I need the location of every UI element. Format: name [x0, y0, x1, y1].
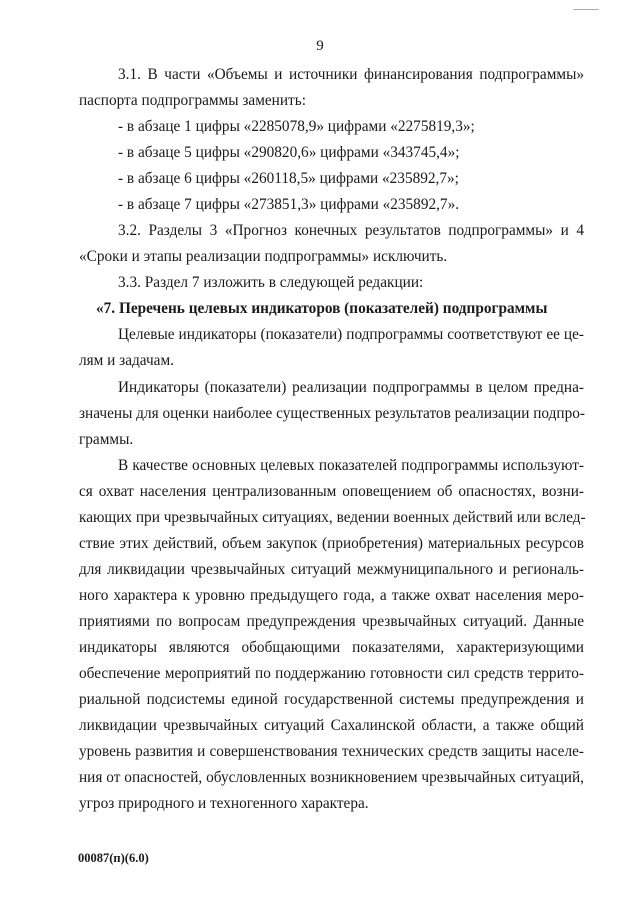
- text-line: приятиями по вопросам предупреждения чрезвычайных ситуаций. Данные: [79, 613, 584, 630]
- list-item: - в абзаце 1 цифры «2285078,9» цифрами «2275819,3»;: [118, 118, 475, 135]
- text-line: угроз природного и техногенного характера.: [79, 795, 369, 812]
- text-line: 3.2. Разделы 3 «Прогноз конечных результатов подпрограммы» и 4: [118, 222, 584, 239]
- text-line: ся охват населения централизованным оповещением об опасностях, возни-: [79, 483, 584, 500]
- document-code: 00087(п)(6.0): [78, 851, 149, 865]
- text-line: ния от опасностей, обусловленных возникновением чрезвычайных ситуаций,: [79, 769, 584, 786]
- section-heading: «7. Перечень целевых индикаторов (показателей) подпрограммы: [96, 300, 548, 317]
- text-line: лям и задачам.: [79, 352, 174, 369]
- list-item: - в абзаце 5 цифры «290820,6» цифрами «343745,4»;: [118, 144, 460, 161]
- text-line: для ликвидации чрезвычайных ситуаций межмуниципального и региональ-: [79, 561, 584, 578]
- scan-mark: [573, 9, 599, 10]
- text-line: ликвидации чрезвычайных ситуаций Сахалинской области, а также общий: [79, 717, 584, 734]
- text-line: значены для оценки наиболее существенных результатов реализации подпро-: [79, 405, 585, 422]
- text-line: Индикаторы (показатели) реализации подпрограммы в целом предна-: [118, 379, 584, 396]
- text-line: В качестве основных целевых показателей подпрограммы используют-: [118, 457, 584, 474]
- text-line: 3.1. В части «Объемы и источники финансирования подпрограммы»: [118, 66, 584, 83]
- text-line: риальной подсистемы единой государственной системы предупреждения и: [79, 691, 584, 708]
- text-line: уровень развития и совершенствования технических средств защиты населе-: [79, 743, 584, 760]
- text-line: граммы.: [79, 431, 134, 448]
- text-line: кающих при чрезвычайных ситуациях, ведении военных действий или вслед-: [79, 509, 586, 526]
- list-item: - в абзаце 7 цифры «273851,3» цифрами «235892,7».: [118, 196, 460, 213]
- text-line: индикаторы являются обобщающими показателями, характеризующими: [79, 639, 584, 656]
- text-line: ного характера к уровню предыдущего года, а также охват населения меро-: [79, 587, 584, 604]
- page-number: 9: [316, 38, 324, 54]
- text-line: «Сроки и этапы реализации подпрограммы» исключить.: [79, 248, 448, 265]
- text-line: паспорта подпрограммы заменить:: [79, 92, 306, 109]
- list-item: - в абзаце 6 цифры «260118,5» цифрами «235892,7»;: [118, 170, 459, 187]
- text-line: Целевые индикаторы (показатели) подпрограммы соответствуют ее це-: [118, 326, 584, 343]
- text-line: обеспечение мероприятий по поддержанию готовности сил средств террито-: [79, 665, 584, 682]
- paragraph-3-3: 3.3. Раздел 7 изложить в следующей редакции:: [118, 274, 424, 291]
- text-line: ствие этих действий, объем закупок (приобретения) материальных ресурсов: [79, 535, 584, 552]
